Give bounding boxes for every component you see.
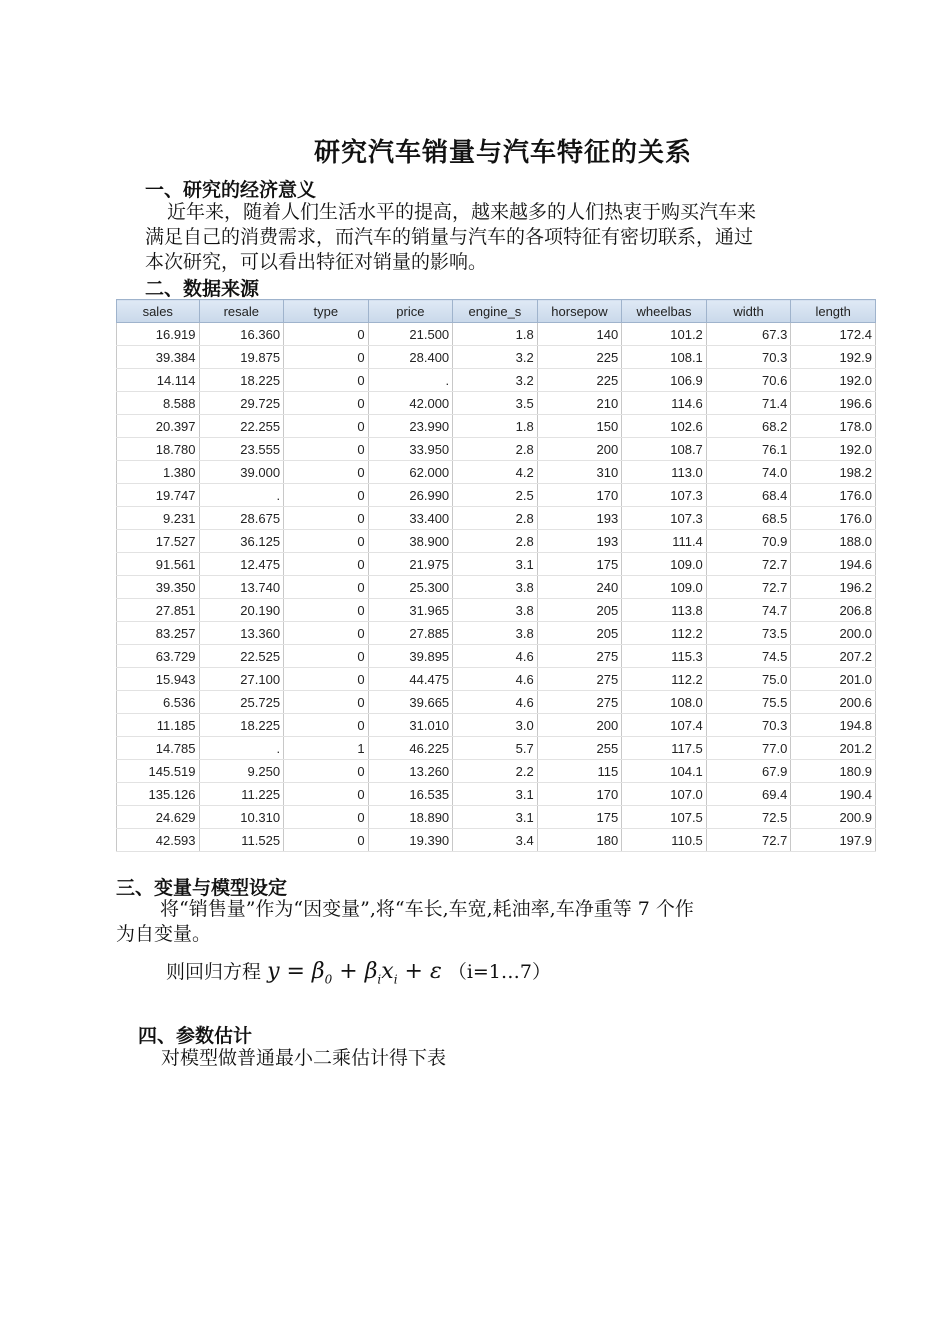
table-cell[interactable]: 36.125 xyxy=(199,530,284,553)
table-cell[interactable]: 8.588 xyxy=(117,392,200,415)
table-row xyxy=(117,484,876,507)
table-cell[interactable]: 194.6 xyxy=(791,553,876,576)
table-cell[interactable]: 13.260 xyxy=(368,760,453,783)
table-cell[interactable]: 2.8 xyxy=(453,438,538,461)
table-cell[interactable]: 74.0 xyxy=(706,461,791,484)
table-cell[interactable]: 44.475 xyxy=(368,668,453,691)
table-cell[interactable]: 106.9 xyxy=(622,369,707,392)
table-cell[interactable]: 25.300 xyxy=(368,576,453,599)
table-cell[interactable]: 117.5 xyxy=(622,737,707,760)
table-row xyxy=(117,622,876,645)
table-cell[interactable]: 170 xyxy=(537,783,622,806)
table-cell[interactable]: 0 xyxy=(284,438,369,461)
table-cell[interactable]: 0 xyxy=(284,392,369,415)
table-cell[interactable]: 25.725 xyxy=(199,691,284,714)
table-cell[interactable]: 19.390 xyxy=(368,829,453,852)
table-cell[interactable]: 0 xyxy=(284,783,369,806)
table-header-row xyxy=(117,300,876,323)
table-cell[interactable]: 109.0 xyxy=(622,576,707,599)
table-cell[interactable]: 0 xyxy=(284,622,369,645)
table-cell[interactable]: 112.2 xyxy=(622,668,707,691)
section2-heading: 二、数据来源 xyxy=(145,278,260,300)
table-cell[interactable]: 74.7 xyxy=(706,599,791,622)
table-cell[interactable]: 29.725 xyxy=(199,392,284,415)
table-cell[interactable]: 1.380 xyxy=(117,461,200,484)
section4-text: 对模型做普通最小二乘估计得下表 xyxy=(161,1047,447,1069)
col-header[interactable]: horsepow xyxy=(537,300,622,323)
table-cell[interactable]: 6.536 xyxy=(117,691,200,714)
table-row xyxy=(117,714,876,737)
table-cell[interactable]: 28.400 xyxy=(368,346,453,369)
table-cell[interactable]: 18.890 xyxy=(368,806,453,829)
table-cell[interactable]: 2.8 xyxy=(453,507,538,530)
table-cell[interactable]: 200.6 xyxy=(791,691,876,714)
table-cell[interactable]: 68.4 xyxy=(706,484,791,507)
table-row xyxy=(117,783,876,806)
section3-heading: 三、变量与模型设定 xyxy=(116,877,288,899)
table-cell[interactable]: 4.6 xyxy=(453,645,538,668)
table-cell[interactable]: 18.225 xyxy=(199,714,284,737)
table-cell[interactable]: 21.975 xyxy=(368,553,453,576)
table-cell[interactable]: 38.900 xyxy=(368,530,453,553)
table-cell[interactable]: 206.8 xyxy=(791,599,876,622)
table-cell[interactable]: 3.4 xyxy=(453,829,538,852)
col-header[interactable]: type xyxy=(284,300,369,323)
col-header[interactable]: price xyxy=(368,300,453,323)
formula-prefix: 则回归方程 xyxy=(166,961,262,983)
data-table xyxy=(116,299,876,852)
table-cell[interactable]: 11.525 xyxy=(199,829,284,852)
table-cell[interactable]: 150 xyxy=(537,415,622,438)
table-cell[interactable]: 16.919 xyxy=(117,323,200,346)
table-cell[interactable]: 46.225 xyxy=(368,737,453,760)
table-cell[interactable]: 0 xyxy=(284,691,369,714)
table-cell[interactable]: 196.6 xyxy=(791,392,876,415)
table-cell[interactable]: 109.0 xyxy=(622,553,707,576)
table-cell[interactable]: 63.729 xyxy=(117,645,200,668)
table-cell[interactable]: 210 xyxy=(537,392,622,415)
table-row xyxy=(117,346,876,369)
table-cell[interactable]: 75.0 xyxy=(706,668,791,691)
table-cell[interactable]: 70.6 xyxy=(706,369,791,392)
table-cell[interactable]: 0 xyxy=(284,714,369,737)
table-cell[interactable]: 26.990 xyxy=(368,484,453,507)
table-cell[interactable]: 72.7 xyxy=(706,829,791,852)
table-cell[interactable]: 107.4 xyxy=(622,714,707,737)
table-cell[interactable]: 0 xyxy=(284,599,369,622)
section3-paragraph xyxy=(116,897,866,947)
table-cell[interactable]: 22.255 xyxy=(199,415,284,438)
table-cell[interactable]: 1.8 xyxy=(453,415,538,438)
table-cell[interactable]: 0 xyxy=(284,829,369,852)
table-cell[interactable]: 9.231 xyxy=(117,507,200,530)
table-cell[interactable]: 14.785 xyxy=(117,737,200,760)
col-header[interactable]: sales xyxy=(117,300,200,323)
regression-formula xyxy=(166,957,551,986)
table-cell[interactable]: 200 xyxy=(537,714,622,737)
section4-heading: 四、参数估计 xyxy=(138,1025,253,1047)
table-row xyxy=(117,530,876,553)
table-cell[interactable]: 3.0 xyxy=(453,714,538,737)
table-cell[interactable]: 108.7 xyxy=(622,438,707,461)
table-cell[interactable]: 13.740 xyxy=(199,576,284,599)
table-cell[interactable]: 112.2 xyxy=(622,622,707,645)
table-cell[interactable]: 2.8 xyxy=(453,530,538,553)
table-cell[interactable]: 207.2 xyxy=(791,645,876,668)
table-cell[interactable]: 193 xyxy=(537,530,622,553)
formula-equation: $y = \beta_0 + \beta_ix_i + \varepsilon$ xyxy=(267,959,442,987)
table-cell[interactable]: 18.225 xyxy=(199,369,284,392)
table-cell[interactable]: 176.0 xyxy=(791,484,876,507)
table-cell[interactable]: 255 xyxy=(537,737,622,760)
table-cell[interactable]: 39.665 xyxy=(368,691,453,714)
table-cell[interactable]: 175 xyxy=(537,806,622,829)
table-row xyxy=(117,369,876,392)
table-cell[interactable]: 104.1 xyxy=(622,760,707,783)
table-cell[interactable]: 140 xyxy=(537,323,622,346)
table-cell[interactable]: 190.4 xyxy=(791,783,876,806)
table-cell[interactable]: 193 xyxy=(537,507,622,530)
table-cell[interactable]: 22.525 xyxy=(199,645,284,668)
col-header[interactable]: resale xyxy=(199,300,284,323)
table-cell[interactable]: 4.2 xyxy=(453,461,538,484)
table-cell[interactable]: 24.629 xyxy=(117,806,200,829)
table-cell[interactable]: 39.350 xyxy=(117,576,200,599)
section3-line-1: 将“销售量”作为“因变量”,将“车长,车宽,耗油率,车净重等 7 个作 xyxy=(160,898,694,920)
table-cell[interactable]: 110.5 xyxy=(622,829,707,852)
table-cell[interactable]: 275 xyxy=(537,668,622,691)
table-row xyxy=(117,438,876,461)
table-cell[interactable]: 4.6 xyxy=(453,691,538,714)
table-cell[interactable]: 192.0 xyxy=(791,369,876,392)
table-cell[interactable]: 76.1 xyxy=(706,438,791,461)
table-cell[interactable]: 107.3 xyxy=(622,484,707,507)
table-cell[interactable]: 27.851 xyxy=(117,599,200,622)
table-row xyxy=(117,576,876,599)
section1-line-2: 满足自己的消费需求，而汽车的销量与汽车的各项特征有密切联系，通过 xyxy=(145,226,754,248)
table-row xyxy=(117,668,876,691)
table-cell[interactable]: 205 xyxy=(537,622,622,645)
formula-suffix: （i=1…7） xyxy=(447,961,551,983)
col-header[interactable]: engine_s xyxy=(453,300,538,323)
table-cell[interactable]: 11.225 xyxy=(199,783,284,806)
section1-heading: 一、研究的经济意义 xyxy=(145,179,317,201)
table-cell[interactable]: 71.4 xyxy=(706,392,791,415)
table-cell[interactable]: 3.1 xyxy=(453,553,538,576)
table-cell[interactable]: 39.000 xyxy=(199,461,284,484)
table-row xyxy=(117,599,876,622)
table-cell[interactable]: 62.000 xyxy=(368,461,453,484)
table-cell[interactable]: 108.0 xyxy=(622,691,707,714)
table-cell[interactable]: 1 xyxy=(284,737,369,760)
col-header[interactable]: wheelbas xyxy=(622,300,707,323)
table-cell[interactable]: 194.8 xyxy=(791,714,876,737)
table-cell[interactable]: 200 xyxy=(537,438,622,461)
table-row xyxy=(117,323,876,346)
table-cell[interactable]: 225 xyxy=(537,369,622,392)
table-cell[interactable]: 0 xyxy=(284,668,369,691)
table-cell[interactable]: 9.250 xyxy=(199,760,284,783)
table-cell[interactable]: 0 xyxy=(284,760,369,783)
table-cell[interactable]: 39.895 xyxy=(368,645,453,668)
table-cell[interactable]: 115.3 xyxy=(622,645,707,668)
table-cell[interactable]: 135.126 xyxy=(117,783,200,806)
table-cell[interactable]: 200.9 xyxy=(791,806,876,829)
table-cell[interactable]: 113.8 xyxy=(622,599,707,622)
section1-line-1: 近年来，随着人们生活水平的提高，越来越多的人们热衷于购买汽车来 xyxy=(167,201,757,223)
table-cell[interactable]: 3.8 xyxy=(453,622,538,645)
table-cell[interactable]: 310 xyxy=(537,461,622,484)
table-row xyxy=(117,829,876,852)
table-cell[interactable]: 198.2 xyxy=(791,461,876,484)
table-row xyxy=(117,507,876,530)
table-cell[interactable]: 12.475 xyxy=(199,553,284,576)
table-cell[interactable]: 114.6 xyxy=(622,392,707,415)
table-cell[interactable]: 70.9 xyxy=(706,530,791,553)
table-cell[interactable]: 3.5 xyxy=(453,392,538,415)
table-cell[interactable]: 0 xyxy=(284,484,369,507)
table-cell[interactable]: 0 xyxy=(284,346,369,369)
col-header[interactable]: width xyxy=(706,300,791,323)
table-cell[interactable]: 77.0 xyxy=(706,737,791,760)
table-cell[interactable]: 2.5 xyxy=(453,484,538,507)
table-cell[interactable]: 23.990 xyxy=(368,415,453,438)
section3-line-2: 为自变量。 xyxy=(116,923,212,945)
table-cell[interactable]: 18.780 xyxy=(117,438,200,461)
table-cell[interactable]: 0 xyxy=(284,369,369,392)
table-cell[interactable]: 15.943 xyxy=(117,668,200,691)
table-cell[interactable]: 113.0 xyxy=(622,461,707,484)
table-cell[interactable]: 0 xyxy=(284,645,369,668)
table-cell[interactable]: 33.950 xyxy=(368,438,453,461)
table-cell[interactable]: 200.0 xyxy=(791,622,876,645)
table-cell[interactable]: 42.000 xyxy=(368,392,453,415)
table-cell[interactable]: 170 xyxy=(537,484,622,507)
table-cell[interactable]: 72.5 xyxy=(706,806,791,829)
table-cell[interactable]: 4.6 xyxy=(453,668,538,691)
table-cell[interactable]: 14.114 xyxy=(117,369,200,392)
table-cell[interactable]: 33.400 xyxy=(368,507,453,530)
table-cell[interactable]: 225 xyxy=(537,346,622,369)
table-cell[interactable]: 275 xyxy=(537,691,622,714)
table-cell[interactable]: 192.0 xyxy=(791,438,876,461)
table-cell[interactable]: 0 xyxy=(284,806,369,829)
table-cell[interactable]: 73.5 xyxy=(706,622,791,645)
table-cell[interactable]: 101.2 xyxy=(622,323,707,346)
table-cell[interactable]: 201.2 xyxy=(791,737,876,760)
table-cell[interactable]: 180 xyxy=(537,829,622,852)
table-cell[interactable]: 17.527 xyxy=(117,530,200,553)
table-cell[interactable]: 0 xyxy=(284,530,369,553)
table-cell[interactable]: 111.4 xyxy=(622,530,707,553)
table-cell[interactable]: 39.384 xyxy=(117,346,200,369)
table-cell[interactable]: 11.185 xyxy=(117,714,200,737)
col-header[interactable]: length xyxy=(791,300,876,323)
table-row xyxy=(117,461,876,484)
table-cell[interactable]: 68.2 xyxy=(706,415,791,438)
table-row xyxy=(117,553,876,576)
table-row xyxy=(117,737,876,760)
table-cell[interactable]: . xyxy=(199,737,284,760)
table-cell[interactable]: 107.3 xyxy=(622,507,707,530)
table-cell[interactable]: 27.885 xyxy=(368,622,453,645)
table-cell[interactable]: 21.500 xyxy=(368,323,453,346)
table-cell[interactable]: 74.5 xyxy=(706,645,791,668)
table-cell[interactable]: 67.9 xyxy=(706,760,791,783)
table-cell[interactable]: 172.4 xyxy=(791,323,876,346)
table-cell[interactable]: 28.675 xyxy=(199,507,284,530)
table-row xyxy=(117,392,876,415)
table-cell[interactable]: 240 xyxy=(537,576,622,599)
table-cell[interactable]: 5.7 xyxy=(453,737,538,760)
table-cell[interactable]: 3.8 xyxy=(453,576,538,599)
table-cell[interactable]: 107.0 xyxy=(622,783,707,806)
table-cell[interactable]: 0 xyxy=(284,576,369,599)
table-cell[interactable]: 180.9 xyxy=(791,760,876,783)
table-cell[interactable]: 42.593 xyxy=(117,829,200,852)
table-cell[interactable]: 31.010 xyxy=(368,714,453,737)
table-cell[interactable]: 91.561 xyxy=(117,553,200,576)
table-cell[interactable]: 70.3 xyxy=(706,346,791,369)
table-cell[interactable]: 0 xyxy=(284,323,369,346)
table-cell[interactable]: 102.6 xyxy=(622,415,707,438)
table-cell[interactable]: 16.535 xyxy=(368,783,453,806)
table-cell[interactable]: 192.9 xyxy=(791,346,876,369)
table-row xyxy=(117,760,876,783)
table-cell[interactable]: 31.965 xyxy=(368,599,453,622)
table-cell[interactable]: 107.5 xyxy=(622,806,707,829)
table-cell[interactable]: 23.555 xyxy=(199,438,284,461)
table-body xyxy=(117,323,876,852)
table-cell[interactable]: 1.8 xyxy=(453,323,538,346)
table-cell[interactable]: 19.747 xyxy=(117,484,200,507)
table-cell[interactable]: 0 xyxy=(284,461,369,484)
table-cell[interactable]: 20.190 xyxy=(199,599,284,622)
section1-line-3: 本次研究，可以看出特征对销量的影响。 xyxy=(145,251,488,273)
table-cell[interactable]: 20.397 xyxy=(117,415,200,438)
table-cell[interactable]: 3.8 xyxy=(453,599,538,622)
table-cell[interactable]: 0 xyxy=(284,507,369,530)
table-row xyxy=(117,806,876,829)
table-cell[interactable]: 83.257 xyxy=(117,622,200,645)
table-cell[interactable]: 0 xyxy=(284,553,369,576)
table-cell[interactable]: 27.100 xyxy=(199,668,284,691)
table-cell[interactable]: 3.1 xyxy=(453,806,538,829)
table-row xyxy=(117,645,876,668)
table-cell[interactable]: 67.3 xyxy=(706,323,791,346)
table-cell[interactable]: 176.0 xyxy=(791,507,876,530)
table-cell[interactable]: 201.0 xyxy=(791,668,876,691)
table-cell[interactable]: 72.7 xyxy=(706,553,791,576)
table-cell[interactable]: 3.2 xyxy=(453,369,538,392)
table-cell[interactable]: 3.1 xyxy=(453,783,538,806)
table-cell[interactable]: 205 xyxy=(537,599,622,622)
table-row xyxy=(117,691,876,714)
table-cell[interactable]: 275 xyxy=(537,645,622,668)
table-cell[interactable]: . xyxy=(199,484,284,507)
table-cell[interactable]: 16.360 xyxy=(199,323,284,346)
table-cell[interactable]: 0 xyxy=(284,415,369,438)
table-cell[interactable]: 70.3 xyxy=(706,714,791,737)
table-cell[interactable]: 188.0 xyxy=(791,530,876,553)
table-cell[interactable]: 108.1 xyxy=(622,346,707,369)
table-cell[interactable]: 10.310 xyxy=(199,806,284,829)
table-cell[interactable]: 178.0 xyxy=(791,415,876,438)
table-cell[interactable]: 68.5 xyxy=(706,507,791,530)
section1-paragraph xyxy=(145,200,865,275)
table-cell[interactable]: 13.360 xyxy=(199,622,284,645)
table-cell[interactable]: 19.875 xyxy=(199,346,284,369)
table-cell[interactable]: 75.5 xyxy=(706,691,791,714)
table-cell[interactable]: 145.519 xyxy=(117,760,200,783)
page-title: 研究汽车销量与汽车特征的关系 xyxy=(313,138,692,168)
table-cell[interactable]: 2.2 xyxy=(453,760,538,783)
table-cell[interactable]: 196.2 xyxy=(791,576,876,599)
table-cell[interactable]: 3.2 xyxy=(453,346,538,369)
table-cell[interactable]: . xyxy=(368,369,453,392)
table-cell[interactable]: 115 xyxy=(537,760,622,783)
table-cell[interactable]: 175 xyxy=(537,553,622,576)
table-row xyxy=(117,415,876,438)
table-cell[interactable]: 197.9 xyxy=(791,829,876,852)
table-cell[interactable]: 72.7 xyxy=(706,576,791,599)
table-cell[interactable]: 69.4 xyxy=(706,783,791,806)
